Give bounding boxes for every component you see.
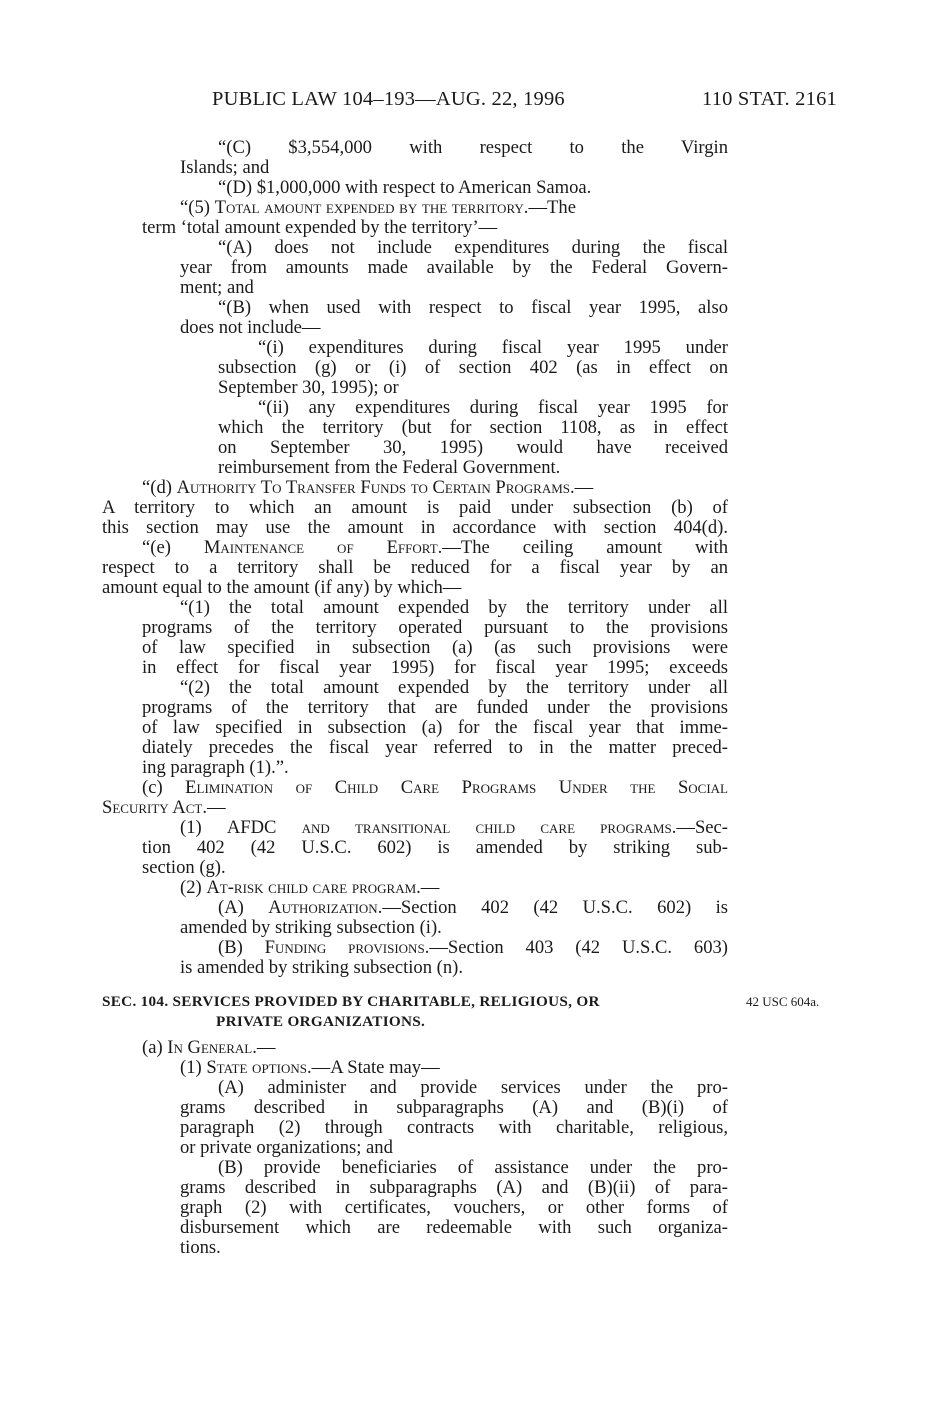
text-line: ing paragraph (1).”. — [142, 757, 289, 778]
text-line: A territory to which an amount is paid under subsection (b) of — [102, 497, 728, 518]
text-line: (1) State options.—A State may— — [180, 1057, 440, 1078]
text-line: tion 402 (42 U.S.C. 602) is amended by striking sub- — [142, 837, 728, 858]
text-line: year from amounts made available by the Federal Govern- — [180, 257, 728, 278]
text-line: grams described in subparagraphs (A) and (B)(ii) of para- — [180, 1177, 728, 1198]
text-line: of law specified in subsection (a) for the fiscal year that imme- — [142, 717, 728, 738]
text-line: Islands; and — [180, 157, 270, 178]
text-line: respect to a territory shall be reduced for a fiscal year by an — [102, 557, 728, 578]
text-line: this section may use the amount in accordance with section 404(d). — [102, 517, 728, 538]
text-line: (2) At-risk child care program.— — [180, 877, 440, 898]
text-line: “(ii) any expenditures during fiscal year 1995 for — [258, 397, 728, 418]
text-line: amended by striking subsection (i). — [180, 917, 442, 938]
text-line: “(e) Maintenance of Effort.—The ceiling amount with — [142, 537, 728, 558]
text-line: “(5) Total amount expended by the territory.—The — [180, 197, 576, 218]
text-line: “(C) $3,554,000 with respect to the Virgin — [218, 137, 728, 158]
text-line: grams described in subparagraphs (A) and (B)(i) of — [180, 1097, 728, 1118]
text-line: subsection (g) or (i) of section 402 (as in effect on — [218, 357, 728, 378]
text-line: (B) Funding provisions.—Section 403 (42 U.S.C. 603) — [218, 937, 728, 958]
text-line: (a) In General.— — [142, 1037, 276, 1058]
text-line: does not include— — [180, 317, 321, 338]
text-line: (A) administer and provide services under the pro- — [218, 1077, 728, 1098]
text-line: “(A) does not include expenditures during the fiscal — [218, 237, 728, 258]
text-line: is amended by striking subsection (n). — [180, 957, 463, 978]
text-line: “(2) the total amount expended by the territory under all — [180, 677, 728, 698]
text-line: “(D) $1,000,000 with respect to American Samoa. — [218, 177, 592, 198]
text-line: programs of the territory operated pursuant to the provisions — [142, 617, 728, 638]
text-line: “(1) the total amount expended by the territory under all — [180, 597, 728, 618]
text-line: of law specified in subsection (a) (as such provisions were — [142, 637, 728, 658]
text-line: September 30, 1995); or — [218, 377, 399, 398]
text-line: “(i) expenditures during fiscal year 1995 under — [258, 337, 728, 358]
text-line: programs of the territory that are funded under the provisions — [142, 697, 728, 718]
page-stat-number: 110 STAT. 2161 — [702, 88, 837, 110]
text-line: section (g). — [142, 857, 226, 878]
running-header-title: PUBLIC LAW 104–193—AUG. 22, 1996 — [212, 88, 565, 110]
text-line: reimbursement from the Federal Government. — [218, 457, 561, 478]
text-line: in effect for fiscal year 1995) for fiscal year 1995; exceeds — [142, 657, 728, 678]
text-line: Security Act.— — [102, 797, 226, 818]
text-line: on September 30, 1995) would have received — [218, 437, 728, 458]
text-line: which the territory (but for section 1108, as in effect — [218, 417, 728, 438]
text-line: paragraph (2) through contracts with charitable, religious, — [180, 1117, 728, 1138]
text-line: ment; and — [180, 277, 254, 298]
text-line: tions. — [180, 1237, 221, 1258]
section-heading: SEC. 104. SERVICES PROVIDED BY CHARITABLE, RELIGIOUS, OR PRIVATE ORGANIZATIONS. — [102, 993, 600, 1030]
text-line: (1) AFDC and transitional child care programs.—Sec- — [180, 817, 728, 838]
text-line: or private organizations; and — [180, 1137, 393, 1158]
text-line: “(d) Authority To Transfer Funds to Certain Programs.— — [142, 477, 594, 498]
text-line: (c) Elimination of Child Care Programs Under the Social — [142, 777, 728, 798]
text-line: (A) Authorization.—Section 402 (42 U.S.C. 602) is — [218, 897, 728, 918]
text-line: term ‘total amount expended by the territory’— — [142, 217, 498, 238]
text-line: diately precedes the fiscal year referred to in the matter preced- — [142, 737, 728, 758]
text-line: “(B) when used with respect to fiscal year 1995, also — [218, 297, 728, 318]
text-line: graph (2) with certificates, vouchers, or other forms of — [180, 1197, 728, 1218]
text-line: amount equal to the amount (if any) by which— — [102, 577, 462, 598]
margin-citation: 42 USC 604a. — [746, 994, 820, 1009]
text-line: (B) provide beneficiaries of assistance under the pro- — [218, 1157, 728, 1178]
text-line: disbursement which are redeemable with such organiza- — [180, 1217, 728, 1238]
